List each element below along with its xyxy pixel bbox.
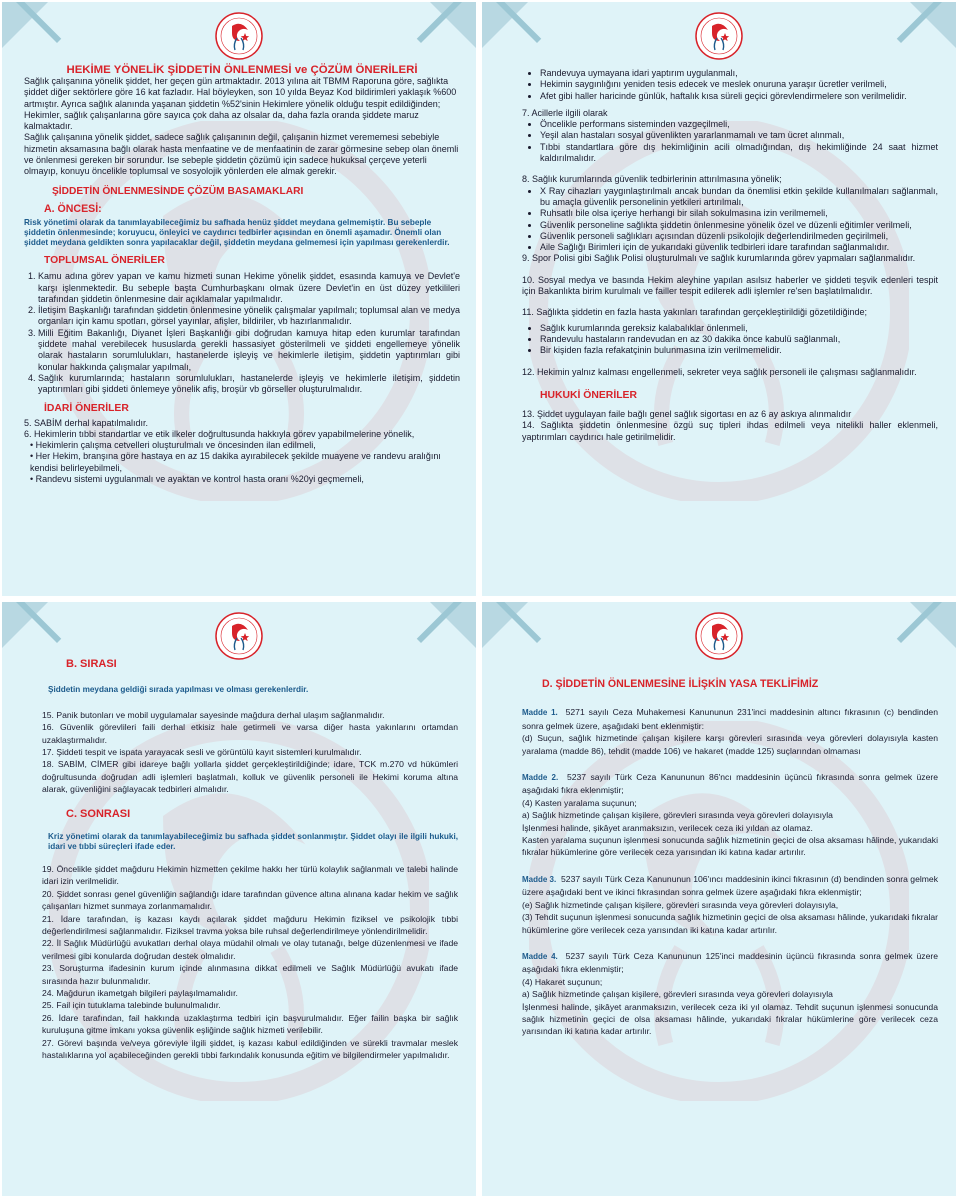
list-item: 16. Güvenlik görevlileri faili derhal etkisiz hale getirmeli ve varsa diğer hasta yakınlarını ortamdan uzaklaştırmalıdır. bbox=[42, 722, 458, 745]
article-body: (e) Sağlık hizmetinde çalışan kişilere, görevleri sırasında veya görevleri dolayısıyla, bbox=[522, 899, 839, 910]
list-item: • Tıbbi standartlara göre dış hekimliğinin acili olmadığından, dış hekimliğinde 24 saat hizmet kaldırılmalıdır. bbox=[540, 142, 938, 165]
article-text: 5237 sayılı Türk Ceza Kanununun 125'inci maddesinin üçüncü fıkrasında sonra gelmek üzere aşağıdaki fıkra eklenmiştir; bbox=[522, 950, 939, 975]
steps-heading: ŞİDDETİN ÖNLENMESİNDE ÇÖZÜM BASAMAKLARI bbox=[52, 185, 304, 197]
security-bullets bbox=[522, 186, 938, 254]
section-c-heading: C. SONRASI bbox=[66, 807, 131, 820]
list-item: 22. İl Sağlık Müdürlüğü avukatları derhal olaya müdahil olmalı ve olay tutanağı, belge düzenlenmesi ve ifade verilmesi gibi konularda doğrudan destek olmalıdır. bbox=[42, 938, 458, 961]
article-body: (4) Kasten yaralama suçunun; bbox=[522, 797, 637, 808]
list-item: 2. İletişim Başkanlığı tarafından şiddetin önlenmesine yönelik çalışmalar yapılmalı; toplumsal alan ve medya organları için kamu spotları, görsel yayınlar, afişler, bildiriler, vb hazırlanmalıdır. bbox=[38, 305, 460, 328]
article-label: Madde 1. bbox=[522, 708, 558, 718]
list-item: 20. Şiddet sonrası genel güvenliğin sağlandığı idare tarafından güvence altına alınana kadar hekim ve sağlık çalışanları hizmet sunmaya zorlanmamalıdır. bbox=[42, 888, 458, 912]
list-item: • Bir kişiden fazla refakatçinin bulunmasına izin verilmemelidir. bbox=[540, 345, 938, 356]
list-item: 3. Milli Eğitim Bakanlığı, Diyanet İşleri Başkanlığı gibi doğrudan kamuya hitap eden kurumlar tarafından şiddete mahal verebilecek hususlarda gerekli hassasiyet gösterilmeli ve şiddeti engellemeye yönelik olarak hastaların sorumlulukları, hastanelerde işleyiş ve hekimlerle iletişim, şiddetin yaptırımları gibi konular hakkında çalışmalar yapılmalı, bbox=[38, 328, 460, 373]
article-body: İşlenmesi halinde, şikâyet aranmaksızın, verilecek ceza iki yıldan az olamaz. bbox=[522, 822, 813, 833]
list-item: 4. Sağlık kurumlarında; hastaların sorumlulukları, hastanelerde işleyiş ve hekimlerle iletişim, şiddetin yaptırımları gibi şiddeti önlemeye yönelik afiş, broşür vb görseller oluşturulmalıdır. bbox=[38, 373, 460, 396]
list-item: 17. Şiddeti tespit ve ispata yarayacak sesli ve görüntülü kayıt sistemleri kurulmalıdır. bbox=[42, 747, 362, 758]
list-item: • Randevu sistemi uygulanmalı ve ayaktan ve kontrol hasta oranı %20yi geçmemeli, bbox=[30, 474, 364, 485]
list-item: • Ruhsatlı bile olsa içeriye herhangi bir silah sokulmasına izin verilmemeli, bbox=[540, 208, 938, 219]
social-list bbox=[24, 271, 460, 395]
article-text: 5271 sayılı Ceza Muhakemesi Kanununun 231'inci maddesinin altıncı fıkrasının (c) bendinden sonra gelmek üzere, aşağıdaki bent eklenmiştir: bbox=[522, 707, 938, 731]
list-item: • Aile Sağlığı Birimleri için de yukarıdaki güvenlik tedbirleri idare tarafından sağlanmalıdır. bbox=[540, 242, 938, 253]
article-body: (d) Suçun, sağlık hizmetinde çalışan kişilere karşı görevleri sırasında veya görevleri dolayısıyla kasten yaralama (madde 86), tehdit (madde 106) ve hakaret (madde 125) suçlarından olmaması bbox=[522, 733, 938, 756]
item-14: 14. Sağlıkta şiddetin önlenmesine özgü suç tipleri ihdas edilmeli veya nitelikli haller eklenmeli, yaptırımları caydırıcı hale getirilmelidir. bbox=[522, 420, 938, 442]
panel-1 bbox=[2, 2, 476, 596]
article-body: Kasten yaralama suçunun işlenmesi sonucunda sağlık hizmetinin geçici de olsa aksaması hâlinde, yukarıdaki fıkralar hükümlerine göre verilecek ceza yarısından iki katına kadar artırılır. bbox=[522, 835, 938, 858]
article-body: (4) Hakaret suçunun; bbox=[522, 976, 603, 987]
admin-heading: İDARİ ÖNERİLER bbox=[44, 402, 129, 414]
list-item: • X Ray cihazları yaygınlaştırılmalı ancak bundan da önemlisi etkin şekilde kullanılmaları sağlanmalı, bu amaçla güvenlik personelinin yetkileri artırılmalı, bbox=[540, 186, 938, 209]
article-label: Madde 2. bbox=[522, 773, 559, 783]
panel-3 bbox=[2, 602, 476, 1196]
emergency-bullets bbox=[522, 119, 938, 164]
admin-item-5: 5. SABİM derhal kapatılmalıdır. bbox=[24, 417, 149, 428]
section-b-heading: B. SIRASI bbox=[66, 658, 117, 670]
security-heading: 8. Sağlık kurumlarında güvenlik tedbirlerinin attırılmasına yönelik; bbox=[522, 174, 782, 185]
list-item: • Güvenlik personeli sağlıkları açısından düzenli psikolojik değerlendirilmeden geçirilmeli, bbox=[540, 231, 938, 242]
section-a-description: Risk yönetimi olarak da tanımlayabileceğimiz bu safhada henüz şiddet meydana gelmemiştir. Bu sebeple şiddetin önlenmesinde; koruyucu, önleyici ve caydırıcı tedbirler açısından en önemli aşamadır. Önemli olan şiddet meydana geldikten sonra yapılacaklar değil, şiddetin meydana gelmemesi için yapılması gerekenlerdir. bbox=[24, 217, 450, 248]
article-text: 5237 sayılı Türk Ceza Kanununun 86'ncı maddesinin üçüncü fıkrasında sonra gelmek üzere aşağıdaki fıkra eklenmiştir; bbox=[522, 772, 939, 796]
list-item: 26. İdare tarafından, fail hakkında uzaklaştırma tedbiri için başvurulmalıdır. Eğer failin başka bir sağlık kuruluşuna gitme imkanı yoksa güvenlik eşliğinde sağlık hizmeti verilebilir. bbox=[42, 1012, 458, 1036]
article-body: a) Sağlık hizmetinde çalışan kişilere, görevleri sırasında veya görevleri dolayısıyla bbox=[522, 989, 833, 1000]
list-item: • Hekimin saygınlığını yeniden tesis edecek ve meslek onuruna yaraşır ücretler verilmeli, bbox=[540, 79, 938, 90]
relatives-bullets bbox=[522, 323, 938, 357]
article-text: 5237 sayılı Türk Ceza Kanununun 106'ıncı maddesinin ikinci fıkrasının (d) bendinden sonra gelmek üzere aşağıdaki bent ve ikinci fıkrasından sonra gelmek üzere aşağıdaki fıkra eklenmiştir; bbox=[522, 873, 938, 898]
list-item: • Yeşil alan hastaları sosyal güvenlikten yararlanmamalı ve tam ücret alınmalı, bbox=[540, 130, 938, 141]
list-item: 15. Panik butonları ve mobil uygulamalar sayesinde mağdura derhal ulaşım sağlanmalıdır. bbox=[42, 709, 385, 720]
list-item: 18. SABİM, CİMER gibi idareye bağlı yollarla şiddet gerçekleştirildiğinde; idare, TCK m.270 vd hükümleri doğrultusunda doğrudan adli işlemleri başlatmalı, kolluk ve güvenlik personeli ile Hekimi koruma altına alarak, güvenliğini sağlayacak tedbirleri almalıdır. bbox=[42, 759, 458, 795]
item-12: 12. Hekimin yalnız kalması engellenmeli, sekreter veya sağlık personeli ile çalışması sağlanmalıdır. bbox=[522, 366, 917, 377]
list-item: • Güvenlik personeline sağlıkta şiddetin önlenmesine yönelik özel ve düzenli eğitimler verilmeli, bbox=[540, 220, 938, 231]
panel-4 bbox=[482, 602, 956, 1196]
intro-paragraph: Sağlık çalışanına yönelik şiddet, her geçen gün artmaktadır. 2013 yılına ait TBMM Raporuna göre, sağlıkta şiddet diğer sektörlere göre 16 kat fazladır. Hal böyleyken, son 10 yılda Beyaz Kod bildirimleri yaklaşık %600 artmıştır. Ayrıca sağlık alanında yaşanan şiddetin %52'sinin Hekimlere yönelik olduğu tespit edildiğinden; Hekimler, sağlık çalışanlarına göre sayıca çok daha az olsalar da, daha fazla oranda şiddete maruz kalmaktadır. bbox=[24, 76, 457, 132]
law-proposal-heading: D. ŞİDDETİN ÖNLENMESİNE İLİŞKİN YASA TEKLİFİMİZ bbox=[542, 678, 819, 690]
relatives-heading: 11. Sağlıkta şiddetin en fazla hasta yakınları tarafından gerçekleştirildiği gözetildiğinde; bbox=[522, 307, 868, 318]
list-item: 19. Öncelikle şiddet mağduru Hekimin hizmetten çekilme hakkı her türlü kolaylık sağlanmalı ve talebi halinde idari izin verilmelidir. bbox=[42, 863, 458, 887]
intro-paragraph-2: Sağlık çalışanına yönelik şiddet, sadece sağlık çalışanının değil, çalışanın hizmet verememesi sebebiyle hizmetin aksamasına bağlı olarak hasta menfaatine ve de menfaatinin de zarar görmesine sebep olan önemli ve önlenmesi gereken bir sorundur. Ise sebeple şiddetin çözümü için sadece hukuksal çerçeve yeterli olmayıp, konuyu öncelikle toplumsal ve sosyolojik yönlerden ele almak gerekir. bbox=[24, 132, 459, 177]
list-item: • Öncelikle performans sisteminden vazgeçilmeli, bbox=[540, 119, 938, 130]
list-item: 25. Fail için tutuklama talebinde bulunulmalıdır. bbox=[42, 1000, 221, 1011]
list-item: • Sağlık kurumlarında gereksiz kalabalıklar önlenmeli, bbox=[540, 323, 938, 334]
item-9: 9. Spor Polisi gibi Sağlık Polisi oluşturulmalı ve sağlık kurumlarında görev yapmaları sağlanmalıdır. bbox=[522, 253, 916, 264]
list-item: • Her Hekim, branşına göre hastaya en az 15 dakika ayırabilecek şekilde muayene ve randevu aralığını kendisi belirleyebilmeli, bbox=[30, 451, 441, 473]
list-item: • Randevulu hastaların randevudan en az 30 dakika önce kabulü sağlanmalı, bbox=[540, 334, 938, 345]
item-10: 10. Sosyal medya ve basında Hekim aleyhine yapılan asılsız haberler ve şiddeti teşvik edenleri tespit için Bakanlıkta birim kurulmalı ve failler tespit edilerek adli işlemler re'sen başlatılmalıdır. bbox=[522, 274, 938, 297]
item-13: 13. Şiddet uygulayan faile bağlı genel sağlık sigortası en az 6 ay askıya alınmalıdır bbox=[522, 409, 852, 420]
list-item: 1. Kamu adına görev yapan ve kamu hizmeti sunan Hekime yönelik şiddet, esasında kamuya ve Devlet'e karşı işlenmektedir. Bu sebeple başta Cumhurbaşkanı olmak üzere Devlet'in en üst düzey yetkilileri tarafından şiddetin önlenmesine dair açıklamalar yapılmalıdır. bbox=[38, 271, 460, 305]
list-item: 21. İdare tarafından, iş kazası kaydı açılarak şiddet mağduru Hekimin fiziksel ve psikolojik tıbbi değerlendirilmesi sağlanmalıdır. Fiziksel travma yoksa bile ruhsal değerlendirilmeye yönlendirilmelidir. bbox=[42, 913, 458, 936]
page-title: HEKİME YÖNELİK ŞİDDETİN ÖNLENMESİ ve ÇÖZÜM ÖNERİLERİ bbox=[66, 64, 418, 76]
list-item: 27. Görevi başında ve/veya göreviyle ilgili şiddet, iş kazası kabul edildiğinden ve sürekli travmalar meslek hastalıklarına yol açabileceğinden gerekli tıbbi farkındalık konusunda eğitim ve bilgilendirmeler yapılmalıdır. bbox=[42, 1037, 458, 1060]
social-heading: TOPLUMSAL ÖNERİLER bbox=[44, 255, 165, 267]
section-b-description: Şiddetin meydana geldiği sırada yapılması ve olması gerekenlerdir. bbox=[48, 685, 309, 695]
list-item: • Afet gibi haller haricinde günlük, haftalık kısa süreli geçici görevlendirmelere son verilmelidir. bbox=[540, 91, 938, 102]
article-label: Madde 3. bbox=[522, 874, 557, 884]
schedule-bullets bbox=[522, 68, 938, 102]
emergency-heading: 7. Acillerle ilgili olarak bbox=[522, 107, 608, 118]
panel-2 bbox=[482, 2, 956, 596]
section-c-description: Kriz yönetimi olarak da tanımlayabileceğimiz bu safhada şiddet sonlanmıştır. Şiddet olayı ile ilgili hukuki, idari ve tıbbi süreçleri ifade eder. bbox=[48, 832, 458, 852]
list-item: • Randevuya uymayana idari yaptırım uygulanmalı, bbox=[540, 68, 938, 79]
list-item: • Hekimlerin çalışma cetvelleri oluşturulmalı ve öncesinden ilan edilmeli, bbox=[30, 440, 316, 451]
article-body: (3) Tehdit suçunun işlenmesi sonucunda sağlık hizmetinin geçici de olsa aksaması hâlinde, yukarıdaki fıkralar hükümlerine göre verilecek ceza yarısından iki katına kadar artırılır. bbox=[522, 912, 938, 935]
article-body: İşlenmesi halinde, şikâyet aranmaksızın, verilecek ceza iki yıl olamaz. Tehdit suçunun işlenmesi sonucunda sağlık hizmetinin geçici de olsa aksaması hâlinde, yukarıdaki fıkralar hükümlerine göre verilecek ceza yarısından iki katına kadar artırılır. bbox=[522, 1001, 938, 1037]
admin-item-6: 6. Hekimlerin tıbbi standartlar ve etik ilkeler doğrultusunda hakkıyla görev yapabilmelerine yönelik, bbox=[24, 428, 415, 439]
article-label: Madde 4. bbox=[522, 951, 558, 961]
list-item: 24. Mağdurun ikametgah bilgileri paylaşılmamalıdır. bbox=[42, 987, 238, 998]
legal-heading: HUKUKİ ÖNERİLER bbox=[540, 389, 637, 401]
article-body: a) Sağlık hizmetinde çalışan kişilere, görevleri sırasında veya görevleri dolayısıyla bbox=[522, 810, 833, 821]
section-a-heading: A. ÖNCESİ: bbox=[44, 202, 102, 215]
list-item: 23. Soruşturma ifadesinin kurum içinde alınmasına dikkat edilmeli ve Sağlık Müdürlüğü avukatı ifade sırasında hazır bulunmalıdır. bbox=[42, 963, 458, 986]
